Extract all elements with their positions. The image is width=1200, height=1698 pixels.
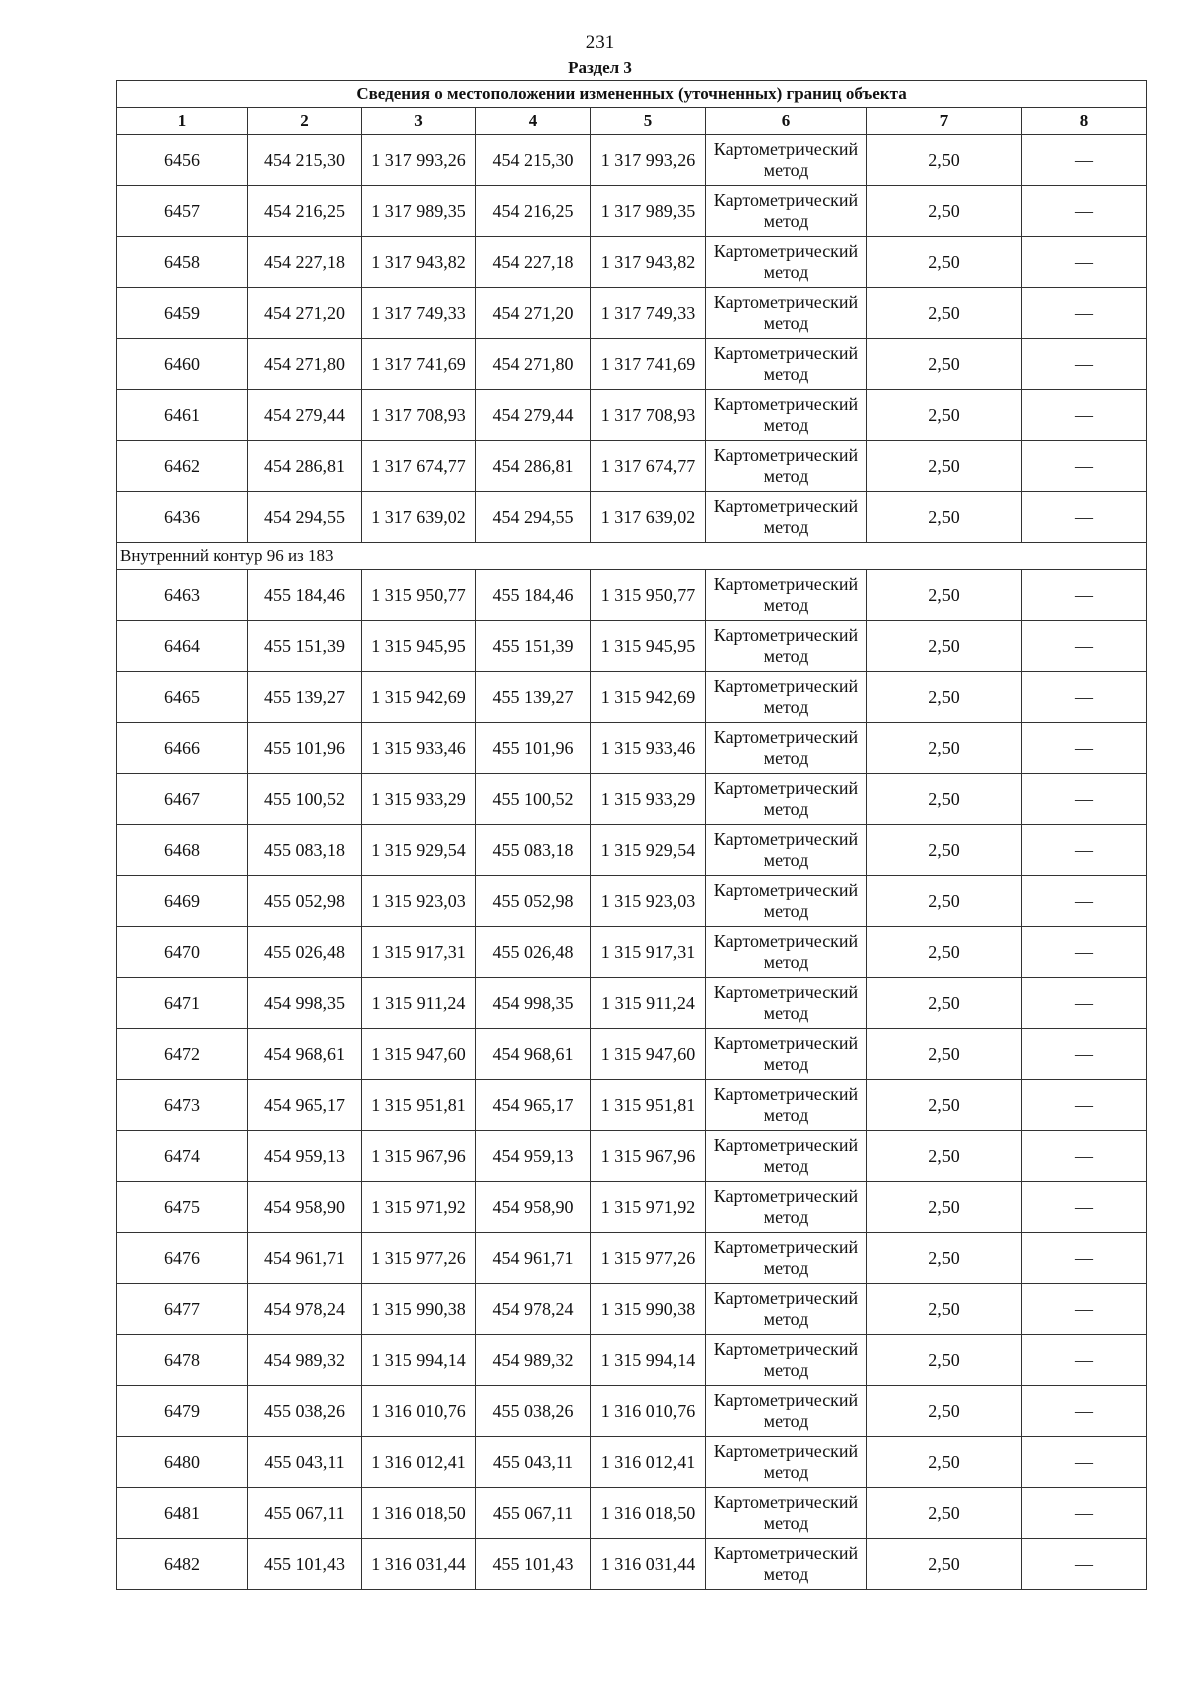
accuracy-cell: 2,50: [867, 927, 1022, 978]
point-number-cell: 6477: [117, 1284, 248, 1335]
x-new-cell: 455 083,18: [476, 825, 591, 876]
x-new-cell: 454 961,71: [476, 1233, 591, 1284]
accuracy-cell: 2,50: [867, 1284, 1022, 1335]
contour-label-row: [117, 543, 1147, 570]
x-new-cell: 455 043,11: [476, 1437, 591, 1488]
description-cell: —: [1022, 672, 1147, 723]
x-old-cell: 455 100,52: [248, 774, 362, 825]
x-old-cell: 454 989,32: [248, 1335, 362, 1386]
description-cell: —: [1022, 288, 1147, 339]
description-cell: —: [1022, 441, 1147, 492]
x-old-cell: 455 101,43: [248, 1539, 362, 1590]
y-old-cell: 1 315 942,69: [362, 672, 476, 723]
x-new-cell: 455 139,27: [476, 672, 591, 723]
x-old-cell: 455 067,11: [248, 1488, 362, 1539]
point-number-cell: 6457: [117, 186, 248, 237]
y-old-cell: 1 317 993,26: [362, 135, 476, 186]
table-row: [117, 978, 1147, 1029]
table-row: [117, 339, 1147, 390]
y-new-cell: 1 316 012,41: [591, 1437, 706, 1488]
column-number: 8: [1022, 108, 1147, 135]
y-new-cell: 1 315 923,03: [591, 876, 706, 927]
column-number: 2: [248, 108, 362, 135]
y-old-cell: 1 316 018,50: [362, 1488, 476, 1539]
y-old-cell: 1 315 950,77: [362, 570, 476, 621]
y-old-cell: 1 317 708,93: [362, 390, 476, 441]
x-old-cell: 454 279,44: [248, 390, 362, 441]
table-row: [117, 1335, 1147, 1386]
x-old-cell: 455 043,11: [248, 1437, 362, 1488]
description-cell: —: [1022, 1029, 1147, 1080]
accuracy-cell: 2,50: [867, 774, 1022, 825]
accuracy-cell: 2,50: [867, 1131, 1022, 1182]
x-new-cell: 455 038,26: [476, 1386, 591, 1437]
x-old-cell: 454 294,55: [248, 492, 362, 543]
x-old-cell: 454 959,13: [248, 1131, 362, 1182]
point-number-cell: 6465: [117, 672, 248, 723]
table-row: [117, 1233, 1147, 1284]
y-old-cell: 1 315 923,03: [362, 876, 476, 927]
x-new-cell: 455 026,48: [476, 927, 591, 978]
x-old-cell: 454 271,80: [248, 339, 362, 390]
x-new-cell: 454 294,55: [476, 492, 591, 543]
x-old-cell: 455 184,46: [248, 570, 362, 621]
y-old-cell: 1 315 971,92: [362, 1182, 476, 1233]
y-new-cell: 1 315 951,81: [591, 1080, 706, 1131]
y-old-cell: 1 315 945,95: [362, 621, 476, 672]
method-cell: Картометрический метод: [706, 237, 867, 288]
point-number-cell: 6469: [117, 876, 248, 927]
point-number-cell: 6476: [117, 1233, 248, 1284]
point-number-cell: 6471: [117, 978, 248, 1029]
description-cell: —: [1022, 1284, 1147, 1335]
method-cell: Картометрический метод: [706, 1131, 867, 1182]
y-new-cell: 1 316 018,50: [591, 1488, 706, 1539]
x-new-cell: 454 959,13: [476, 1131, 591, 1182]
table-row: [117, 1386, 1147, 1437]
method-cell: Картометрический метод: [706, 1284, 867, 1335]
y-new-cell: 1 315 917,31: [591, 927, 706, 978]
method-cell: Картометрический метод: [706, 1080, 867, 1131]
accuracy-cell: 2,50: [867, 978, 1022, 1029]
y-old-cell: 1 317 989,35: [362, 186, 476, 237]
y-old-cell: 1 315 967,96: [362, 1131, 476, 1182]
y-old-cell: 1 317 749,33: [362, 288, 476, 339]
x-old-cell: 455 052,98: [248, 876, 362, 927]
point-number-cell: 6473: [117, 1080, 248, 1131]
table-row: [117, 1131, 1147, 1182]
x-new-cell: 454 286,81: [476, 441, 591, 492]
accuracy-cell: 2,50: [867, 186, 1022, 237]
y-new-cell: 1 317 989,35: [591, 186, 706, 237]
x-new-cell: 455 067,11: [476, 1488, 591, 1539]
y-new-cell: 1 317 943,82: [591, 237, 706, 288]
y-new-cell: 1 315 950,77: [591, 570, 706, 621]
method-cell: Картометрический метод: [706, 441, 867, 492]
accuracy-cell: 2,50: [867, 723, 1022, 774]
method-cell: Картометрический метод: [706, 1437, 867, 1488]
accuracy-cell: 2,50: [867, 237, 1022, 288]
accuracy-cell: 2,50: [867, 1488, 1022, 1539]
method-cell: Картометрический метод: [706, 570, 867, 621]
method-cell: Картометрический метод: [706, 135, 867, 186]
method-cell: Картометрический метод: [706, 1488, 867, 1539]
y-old-cell: 1 315 990,38: [362, 1284, 476, 1335]
description-cell: —: [1022, 237, 1147, 288]
point-number-cell: 6460: [117, 339, 248, 390]
y-old-cell: 1 317 674,77: [362, 441, 476, 492]
y-old-cell: 1 315 947,60: [362, 1029, 476, 1080]
x-old-cell: 455 139,27: [248, 672, 362, 723]
method-cell: Картометрический метод: [706, 1233, 867, 1284]
y-old-cell: 1 315 994,14: [362, 1335, 476, 1386]
y-new-cell: 1 315 971,92: [591, 1182, 706, 1233]
column-number-row: [117, 108, 1147, 135]
method-cell: Картометрический метод: [706, 621, 867, 672]
x-new-cell: 454 271,80: [476, 339, 591, 390]
x-old-cell: 454 286,81: [248, 441, 362, 492]
description-cell: —: [1022, 723, 1147, 774]
description-cell: —: [1022, 825, 1147, 876]
x-new-cell: 454 968,61: [476, 1029, 591, 1080]
description-cell: —: [1022, 339, 1147, 390]
table-row: [117, 1488, 1147, 1539]
accuracy-cell: 2,50: [867, 1335, 1022, 1386]
x-new-cell: 454 216,25: [476, 186, 591, 237]
accuracy-cell: 2,50: [867, 390, 1022, 441]
x-new-cell: 454 958,90: [476, 1182, 591, 1233]
point-number-cell: 6468: [117, 825, 248, 876]
point-number-cell: 6475: [117, 1182, 248, 1233]
y-new-cell: 1 315 994,14: [591, 1335, 706, 1386]
table-row: [117, 441, 1147, 492]
point-number-cell: 6479: [117, 1386, 248, 1437]
x-old-cell: 454 215,30: [248, 135, 362, 186]
accuracy-cell: 2,50: [867, 1182, 1022, 1233]
table-row: [117, 621, 1147, 672]
x-old-cell: 454 968,61: [248, 1029, 362, 1080]
y-old-cell: 1 315 933,46: [362, 723, 476, 774]
description-cell: —: [1022, 927, 1147, 978]
description-cell: —: [1022, 1386, 1147, 1437]
point-number-cell: 6436: [117, 492, 248, 543]
accuracy-cell: 2,50: [867, 570, 1022, 621]
method-cell: Картометрический метод: [706, 672, 867, 723]
description-cell: —: [1022, 1080, 1147, 1131]
point-number-cell: 6480: [117, 1437, 248, 1488]
method-cell: Картометрический метод: [706, 774, 867, 825]
point-number-cell: 6466: [117, 723, 248, 774]
accuracy-cell: 2,50: [867, 1539, 1022, 1590]
y-new-cell: 1 315 977,26: [591, 1233, 706, 1284]
accuracy-cell: 2,50: [867, 135, 1022, 186]
y-new-cell: 1 316 031,44: [591, 1539, 706, 1590]
point-number-cell: 6472: [117, 1029, 248, 1080]
description-cell: —: [1022, 1233, 1147, 1284]
table-row: [117, 1437, 1147, 1488]
table-row: [117, 1029, 1147, 1080]
point-number-cell: 6458: [117, 237, 248, 288]
y-old-cell: 1 315 917,31: [362, 927, 476, 978]
x-new-cell: 455 100,52: [476, 774, 591, 825]
y-new-cell: 1 315 967,96: [591, 1131, 706, 1182]
description-cell: —: [1022, 1335, 1147, 1386]
description-cell: —: [1022, 876, 1147, 927]
table-row: [117, 1284, 1147, 1335]
method-cell: Картометрический метод: [706, 825, 867, 876]
y-old-cell: 1 316 010,76: [362, 1386, 476, 1437]
x-new-cell: 454 989,32: [476, 1335, 591, 1386]
method-cell: Картометрический метод: [706, 1386, 867, 1437]
x-new-cell: 455 052,98: [476, 876, 591, 927]
column-number: 6: [706, 108, 867, 135]
accuracy-cell: 2,50: [867, 1437, 1022, 1488]
y-new-cell: 1 315 933,29: [591, 774, 706, 825]
description-cell: —: [1022, 978, 1147, 1029]
table-row: [117, 774, 1147, 825]
x-old-cell: 454 216,25: [248, 186, 362, 237]
table-row: [117, 135, 1147, 186]
point-number-cell: 6456: [117, 135, 248, 186]
table-row: [117, 186, 1147, 237]
y-new-cell: 1 317 993,26: [591, 135, 706, 186]
x-new-cell: 454 227,18: [476, 237, 591, 288]
description-cell: —: [1022, 1437, 1147, 1488]
description-cell: —: [1022, 135, 1147, 186]
y-old-cell: 1 315 933,29: [362, 774, 476, 825]
table-row: [117, 570, 1147, 621]
x-new-cell: 455 151,39: [476, 621, 591, 672]
point-number-cell: 6470: [117, 927, 248, 978]
y-new-cell: 1 316 010,76: [591, 1386, 706, 1437]
method-cell: Картометрический метод: [706, 1029, 867, 1080]
method-cell: Картометрический метод: [706, 1539, 867, 1590]
table-row: [117, 672, 1147, 723]
contour-label: Внутренний контур 96 из 183: [117, 543, 1147, 570]
x-old-cell: 454 271,20: [248, 288, 362, 339]
point-number-cell: 6462: [117, 441, 248, 492]
y-new-cell: 1 317 749,33: [591, 288, 706, 339]
accuracy-cell: 2,50: [867, 1080, 1022, 1131]
x-old-cell: 454 978,24: [248, 1284, 362, 1335]
y-new-cell: 1 315 933,46: [591, 723, 706, 774]
y-new-cell: 1 317 708,93: [591, 390, 706, 441]
point-number-cell: 6463: [117, 570, 248, 621]
table-row: [117, 825, 1147, 876]
method-cell: Картометрический метод: [706, 1335, 867, 1386]
x-old-cell: 454 958,90: [248, 1182, 362, 1233]
x-new-cell: 455 101,43: [476, 1539, 591, 1590]
x-new-cell: 454 215,30: [476, 135, 591, 186]
method-cell: Картометрический метод: [706, 876, 867, 927]
x-new-cell: 454 965,17: [476, 1080, 591, 1131]
y-old-cell: 1 317 741,69: [362, 339, 476, 390]
y-old-cell: 1 315 977,26: [362, 1233, 476, 1284]
column-number: 7: [867, 108, 1022, 135]
accuracy-cell: 2,50: [867, 876, 1022, 927]
x-old-cell: 454 227,18: [248, 237, 362, 288]
accuracy-cell: 2,50: [867, 1386, 1022, 1437]
table-row: [117, 1080, 1147, 1131]
method-cell: Картометрический метод: [706, 927, 867, 978]
accuracy-cell: 2,50: [867, 621, 1022, 672]
table-row: [117, 1539, 1147, 1590]
accuracy-cell: 2,50: [867, 441, 1022, 492]
y-old-cell: 1 316 031,44: [362, 1539, 476, 1590]
table-row: [117, 492, 1147, 543]
table-row: [117, 390, 1147, 441]
description-cell: —: [1022, 621, 1147, 672]
column-number: 5: [591, 108, 706, 135]
accuracy-cell: 2,50: [867, 492, 1022, 543]
point-number-cell: 6461: [117, 390, 248, 441]
accuracy-cell: 2,50: [867, 825, 1022, 876]
x-old-cell: 454 998,35: [248, 978, 362, 1029]
description-cell: —: [1022, 186, 1147, 237]
point-number-cell: 6464: [117, 621, 248, 672]
accuracy-cell: 2,50: [867, 672, 1022, 723]
table-caption-row: [117, 81, 1147, 108]
y-old-cell: 1 315 951,81: [362, 1080, 476, 1131]
accuracy-cell: 2,50: [867, 1029, 1022, 1080]
table-row: [117, 876, 1147, 927]
accuracy-cell: 2,50: [867, 339, 1022, 390]
y-new-cell: 1 317 741,69: [591, 339, 706, 390]
description-cell: —: [1022, 1539, 1147, 1590]
table-row: [117, 1182, 1147, 1233]
table-row: [117, 723, 1147, 774]
y-old-cell: 1 315 911,24: [362, 978, 476, 1029]
method-cell: Картометрический метод: [706, 978, 867, 1029]
point-number-cell: 6481: [117, 1488, 248, 1539]
y-old-cell: 1 315 929,54: [362, 825, 476, 876]
method-cell: Картометрический метод: [706, 390, 867, 441]
description-cell: —: [1022, 390, 1147, 441]
y-old-cell: 1 317 639,02: [362, 492, 476, 543]
y-old-cell: 1 316 012,41: [362, 1437, 476, 1488]
x-old-cell: 455 026,48: [248, 927, 362, 978]
x-new-cell: 454 279,44: [476, 390, 591, 441]
x-old-cell: 455 083,18: [248, 825, 362, 876]
method-cell: Картометрический метод: [706, 492, 867, 543]
table-row: [117, 237, 1147, 288]
y-new-cell: 1 317 639,02: [591, 492, 706, 543]
description-cell: —: [1022, 1182, 1147, 1233]
x-old-cell: 455 151,39: [248, 621, 362, 672]
method-cell: Картометрический метод: [706, 186, 867, 237]
x-new-cell: 455 184,46: [476, 570, 591, 621]
method-cell: Картометрический метод: [706, 339, 867, 390]
description-cell: —: [1022, 1488, 1147, 1539]
accuracy-cell: 2,50: [867, 288, 1022, 339]
x-old-cell: 455 038,26: [248, 1386, 362, 1437]
point-number-cell: 6478: [117, 1335, 248, 1386]
y-new-cell: 1 317 674,77: [591, 441, 706, 492]
y-new-cell: 1 315 947,60: [591, 1029, 706, 1080]
point-number-cell: 6474: [117, 1131, 248, 1182]
point-number-cell: 6467: [117, 774, 248, 825]
x-old-cell: 454 961,71: [248, 1233, 362, 1284]
method-cell: Картометрический метод: [706, 1182, 867, 1233]
coordinates-table: [116, 80, 1147, 1590]
table-body: [117, 135, 1147, 1590]
table-caption: Сведения о местоположении измененных (уточненных) границ объекта: [117, 81, 1147, 108]
page-number: 231: [585, 32, 615, 53]
y-new-cell: 1 315 945,95: [591, 621, 706, 672]
x-new-cell: 454 978,24: [476, 1284, 591, 1335]
column-number: 1: [117, 108, 248, 135]
x-new-cell: 454 271,20: [476, 288, 591, 339]
x-new-cell: 454 998,35: [476, 978, 591, 1029]
y-new-cell: 1 315 942,69: [591, 672, 706, 723]
description-cell: —: [1022, 1131, 1147, 1182]
x-new-cell: 455 101,96: [476, 723, 591, 774]
section-title: Раздел 3: [568, 58, 632, 77]
description-cell: —: [1022, 774, 1147, 825]
x-old-cell: 455 101,96: [248, 723, 362, 774]
accuracy-cell: 2,50: [867, 1233, 1022, 1284]
method-cell: Картометрический метод: [706, 288, 867, 339]
description-cell: —: [1022, 492, 1147, 543]
y-new-cell: 1 315 990,38: [591, 1284, 706, 1335]
description-cell: —: [1022, 570, 1147, 621]
x-old-cell: 454 965,17: [248, 1080, 362, 1131]
column-number: 4: [476, 108, 591, 135]
y-new-cell: 1 315 929,54: [591, 825, 706, 876]
point-number-cell: 6459: [117, 288, 248, 339]
table-row: [117, 288, 1147, 339]
y-new-cell: 1 315 911,24: [591, 978, 706, 1029]
method-cell: Картометрический метод: [706, 723, 867, 774]
y-old-cell: 1 317 943,82: [362, 237, 476, 288]
table-row: [117, 927, 1147, 978]
point-number-cell: 6482: [117, 1539, 248, 1590]
column-number: 3: [362, 108, 476, 135]
